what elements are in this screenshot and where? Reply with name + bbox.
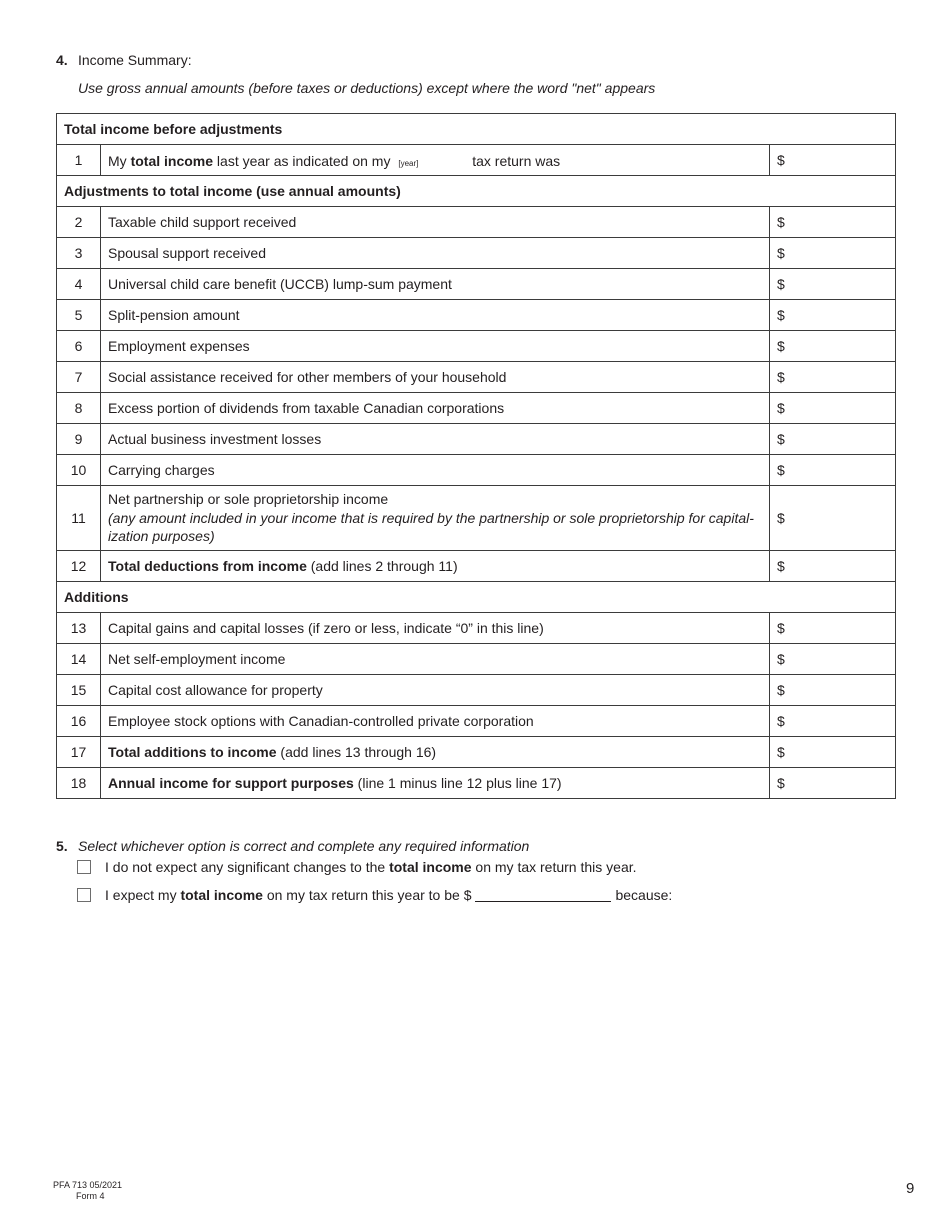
line-number: 13 (57, 613, 101, 644)
section-5-heading (56, 838, 529, 854)
line-description: Capital cost allowance for property (101, 675, 770, 706)
amount-field[interactable]: $ (770, 613, 896, 644)
line-description: Carrying charges (101, 455, 770, 486)
table-row (57, 706, 896, 737)
line-description: Taxable child support received (101, 207, 770, 238)
line-description: Split-pension amount (101, 300, 770, 331)
table-row (57, 393, 896, 424)
line-number: 10 (57, 455, 101, 486)
amount-field[interactable]: $ (770, 675, 896, 706)
line-description: Spousal support received (101, 238, 770, 269)
section-number: 4. (56, 52, 68, 68)
line-number: 2 (57, 207, 101, 238)
line-number: 7 (57, 362, 101, 393)
table-row (57, 207, 896, 238)
section-number: 5. (56, 838, 68, 854)
amount-field[interactable]: $ (770, 393, 896, 424)
option-expected-income-label: I expect my total income on my tax return this year to be $ (105, 887, 472, 903)
header-total-income: Total income before adjustments (57, 114, 896, 145)
line-description: Social assistance received for other members of your household (101, 362, 770, 393)
option-expected-income (77, 887, 672, 903)
line-number: 5 (57, 300, 101, 331)
form-code: PFA 713 05/2021 (53, 1180, 123, 1190)
line-number: 18 (57, 768, 101, 799)
line-17-amount-field[interactable]: $ (770, 737, 896, 768)
table-section-header (57, 114, 896, 145)
amount-field[interactable]: $ (770, 455, 896, 486)
amount-field[interactable]: $ (770, 362, 896, 393)
line-description: Actual business investment losses (101, 424, 770, 455)
line-number: 1 (57, 145, 101, 176)
line-number: 15 (57, 675, 101, 706)
line-number: 9 (57, 424, 101, 455)
page-number: 9 (906, 1180, 915, 1197)
line-11-amount-field[interactable]: $ (770, 486, 896, 551)
table-row (57, 486, 896, 551)
line-description: Net self-employment income (101, 644, 770, 675)
table-row (57, 424, 896, 455)
line-number: 3 (57, 238, 101, 269)
expected-income-amount-field[interactable] (475, 889, 611, 902)
line-number: 16 (57, 706, 101, 737)
amount-field[interactable]: $ (770, 269, 896, 300)
line-description: Excess portion of dividends from taxable Canadian corporations (101, 393, 770, 424)
line-1-description: My total income last year as indicated on my [year] tax return was (101, 145, 770, 176)
amount-field[interactable]: $ (770, 331, 896, 362)
table-section-header (57, 582, 896, 613)
line-description: Employment expenses (101, 331, 770, 362)
line-1-amount-field[interactable]: $ (770, 145, 896, 176)
line-18-amount-field[interactable]: $ (770, 768, 896, 799)
line-18-description: Annual income for support purposes (line 1 minus line 12 plus line 17) (101, 768, 770, 799)
line-12-description: Total deductions from income (add lines 2 through 11) (101, 551, 770, 582)
line-description: Universal child care benefit (UCCB) lump-sum payment (101, 269, 770, 300)
table-row (57, 300, 896, 331)
table-section-header (57, 176, 896, 207)
table-row (57, 737, 896, 768)
line-11-description: Net partnership or sole proprietorship income (any amount included in your income that is required by the partnership or sole proprietorship for capital- ization purposes) (101, 486, 770, 551)
line-number: 12 (57, 551, 101, 582)
table-row (57, 145, 896, 176)
section-4-instructions: Use gross annual amounts (before taxes or deductions) except where the word "net" appears (78, 80, 656, 96)
table-row (57, 331, 896, 362)
table-row (57, 675, 896, 706)
amount-field[interactable]: $ (770, 644, 896, 675)
amount-field[interactable]: $ (770, 207, 896, 238)
year-blank[interactable] (394, 152, 468, 166)
table-row (57, 269, 896, 300)
table-row (57, 644, 896, 675)
line-number: 17 (57, 737, 101, 768)
income-summary-table (56, 113, 896, 799)
year-label: [year] (398, 158, 419, 168)
form-number: Form 4 (76, 1191, 105, 1201)
line-number: 6 (57, 331, 101, 362)
option-no-change-checkbox[interactable] (77, 860, 91, 874)
table-row (57, 768, 896, 799)
option-no-change-label: I do not expect any significant changes to the total income on my tax return this year. (105, 859, 637, 875)
line-description: Employee stock options with Canadian-controlled private corporation (101, 706, 770, 737)
amount-field[interactable]: $ (770, 706, 896, 737)
line-number: 4 (57, 269, 101, 300)
line-number: 14 (57, 644, 101, 675)
header-additions: Additions (57, 582, 896, 613)
table-row (57, 362, 896, 393)
amount-field[interactable]: $ (770, 424, 896, 455)
table-row (57, 613, 896, 644)
table-row (57, 551, 896, 582)
table-row (57, 455, 896, 486)
section-4-heading (56, 52, 192, 68)
because-label: because: (615, 887, 673, 903)
line-description: Capital gains and capital losses (if zero or less, indicate “0” in this line) (101, 613, 770, 644)
option-expected-income-checkbox[interactable] (77, 888, 91, 902)
section-title: Income Summary: (78, 52, 192, 68)
line-17-description: Total additions to income (add lines 13 through 16) (101, 737, 770, 768)
table-row (57, 238, 896, 269)
line-number: 8 (57, 393, 101, 424)
header-adjustments: Adjustments to total income (use annual amounts) (57, 176, 896, 207)
amount-field[interactable]: $ (770, 238, 896, 269)
line-number: 11 (57, 486, 101, 551)
section-title: Select whichever option is correct and complete any required information (78, 838, 530, 854)
amount-field[interactable]: $ (770, 300, 896, 331)
option-no-change (77, 859, 637, 875)
line-12-amount-field[interactable]: $ (770, 551, 896, 582)
